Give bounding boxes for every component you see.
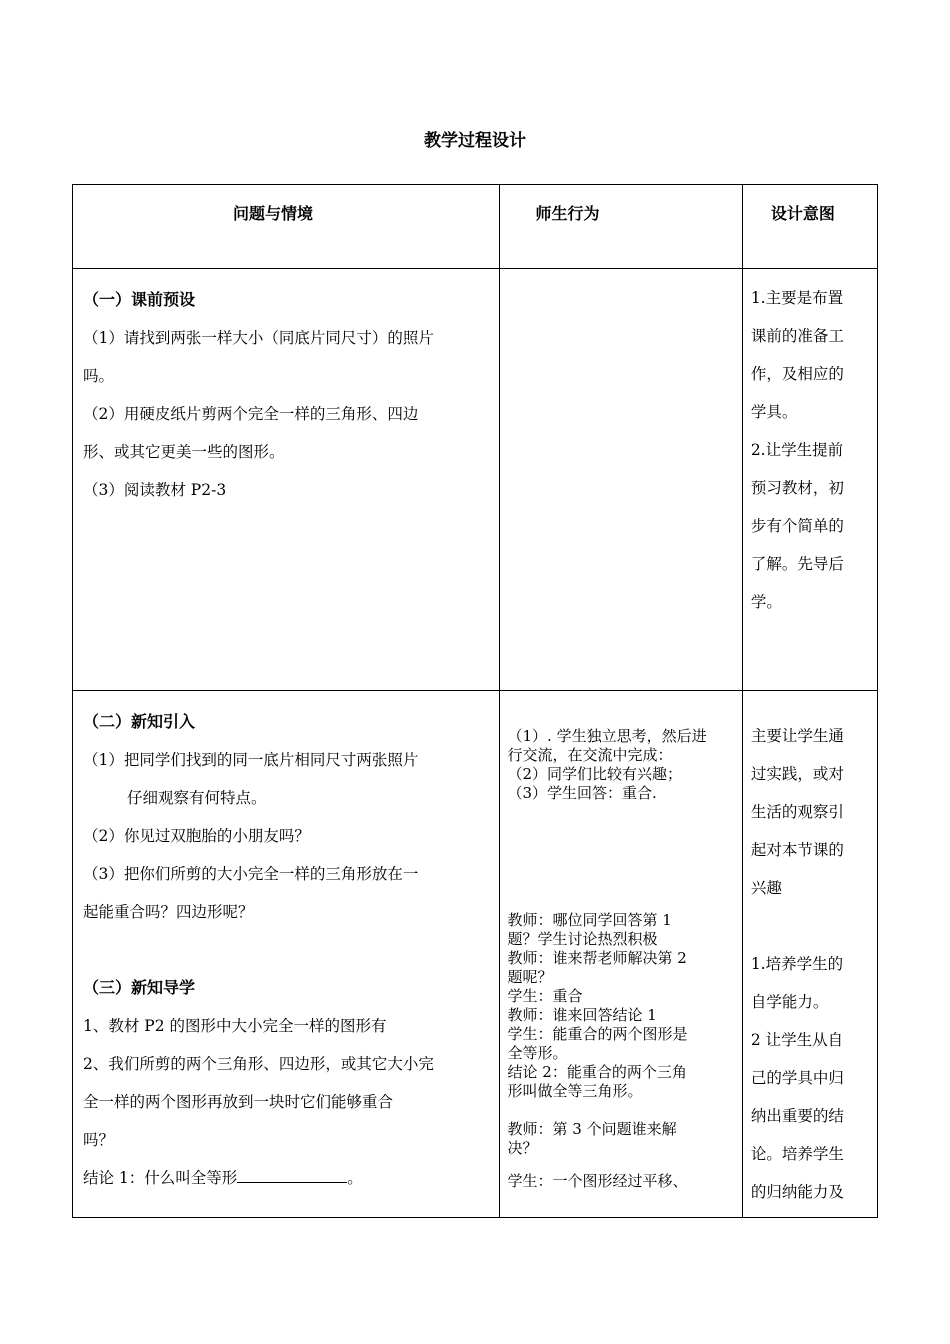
text-line: 生活的观察引	[750, 803, 844, 821]
behavior-cell	[499, 691, 742, 1218]
text-line: 2.让学生提前	[750, 441, 844, 459]
text-line: （3）学生回答：重合.	[507, 784, 657, 802]
text-line: 步有个简单的	[750, 517, 844, 535]
text-line: （2）你见过双胞胎的小朋友吗？	[83, 827, 310, 845]
text-line: 主要让学生通	[750, 727, 844, 745]
text-line: 学生：重合	[507, 987, 583, 1005]
text-line: 学具。	[750, 403, 798, 421]
text-line: 吗。	[83, 367, 115, 385]
text-line: 过实践，或对	[750, 765, 844, 783]
intent-cell	[742, 269, 877, 691]
text-line: 学。	[750, 593, 782, 611]
text-line: 论。培养学生	[750, 1145, 844, 1163]
conclusion-end: 。	[347, 1169, 363, 1187]
text-line: 起能重合吗？四边形呢？	[83, 903, 254, 921]
fill-blank-underline	[237, 1166, 347, 1183]
header-cell-intent	[742, 185, 877, 269]
text-line: 起对本节课的	[750, 841, 844, 859]
text-line: （1）把同学们找到的同一底片相同尺寸两张照片	[83, 751, 419, 769]
scenario-cell	[73, 691, 500, 1218]
text-line: 学生：能重合的两个图形是	[507, 1025, 688, 1043]
conclusion-line	[83, 1159, 491, 1197]
text-line: （2）用硬皮纸片剪两个完全一样的三角形、四边	[83, 405, 419, 423]
header-label: 设计意图	[770, 204, 835, 223]
text-line: 教师：谁来帮老师解决第 2	[507, 949, 687, 967]
section-heading: （二）新知引入	[83, 712, 196, 731]
conclusion-text: 结论 1：什么叫全等形	[83, 1169, 238, 1187]
text-line: 己的学具中归	[750, 1069, 844, 1087]
text-line: 自学能力。	[750, 993, 829, 1011]
page-title: 教学过程设计	[424, 131, 526, 151]
text-line: 结论 2：能重合的两个三角	[507, 1063, 687, 1081]
behavior-cell	[499, 269, 742, 691]
text-line: 题呢？	[507, 968, 553, 986]
text-line: 学生：一个图形经过平移、	[507, 1172, 688, 1190]
text-line: 纳出重要的结	[750, 1107, 844, 1125]
text-line: 全一样的两个图形再放到一块时它们能够重合	[83, 1093, 394, 1111]
text-line: （2）同学们比较有兴趣；	[507, 765, 683, 783]
text-line: 形、或其它更美一些的图形。	[83, 443, 285, 461]
table-row	[73, 691, 878, 1218]
text-line: 1、教材 P2 的图形中大小完全一样的图形有	[83, 1017, 387, 1035]
text-line: 2、我们所剪的两个三角形、四边形，或其它大小完	[83, 1055, 434, 1073]
text-line: 吗？	[83, 1131, 115, 1149]
scenario-cell	[73, 269, 500, 691]
intent-cell	[742, 691, 877, 1218]
text-line: （1）请找到两张一样大小（同底片同尺寸）的照片	[83, 329, 434, 347]
header-cell-scenario	[73, 185, 500, 269]
header-cell-behavior	[499, 185, 742, 269]
text-line: 的归纳能力及	[750, 1183, 844, 1201]
section-heading: （一）课前预设	[83, 290, 196, 309]
text-line: 仔细观察有何特点。	[127, 789, 267, 807]
lesson-plan-table	[72, 184, 878, 1218]
text-line: 形叫做全等三角形。	[507, 1082, 643, 1100]
text-line: 教师：第 3 个问题谁来解	[507, 1120, 677, 1138]
table-row	[73, 269, 878, 691]
text-line: 课前的准备工	[750, 327, 844, 345]
text-line: 行交流，在交流中完成：	[507, 746, 673, 764]
header-label: 问题与情境	[233, 204, 314, 223]
text-line: 1.主要是布置	[750, 289, 844, 307]
text-line: 兴趣	[750, 879, 782, 897]
text-line: 题？学生讨论热烈积极	[507, 930, 658, 948]
text-line: 教师：哪位同学回答第 1	[507, 911, 672, 929]
text-line: 全等形。	[507, 1044, 568, 1062]
text-line: （3）阅读教材 P2-3	[83, 481, 227, 499]
table-header-row	[73, 185, 878, 269]
text-line: 2 让学生从自	[750, 1031, 844, 1049]
text-line: （3）把你们所剪的大小完全一样的三角形放在一	[83, 865, 419, 883]
text-line: 作，及相应的	[750, 365, 844, 383]
text-line: （1）. 学生独立思考，然后进	[507, 727, 707, 745]
text-line: 了解。先导后	[750, 555, 844, 573]
text-line: 教师：谁来回答结论 1	[507, 1006, 657, 1024]
section-heading: （三）新知导学	[83, 978, 196, 997]
text-line: 1.培养学生的	[750, 955, 844, 973]
header-label: 师生行为	[535, 204, 600, 223]
text-line: 预习教材，初	[750, 479, 844, 497]
text-line: 决？	[507, 1139, 538, 1157]
